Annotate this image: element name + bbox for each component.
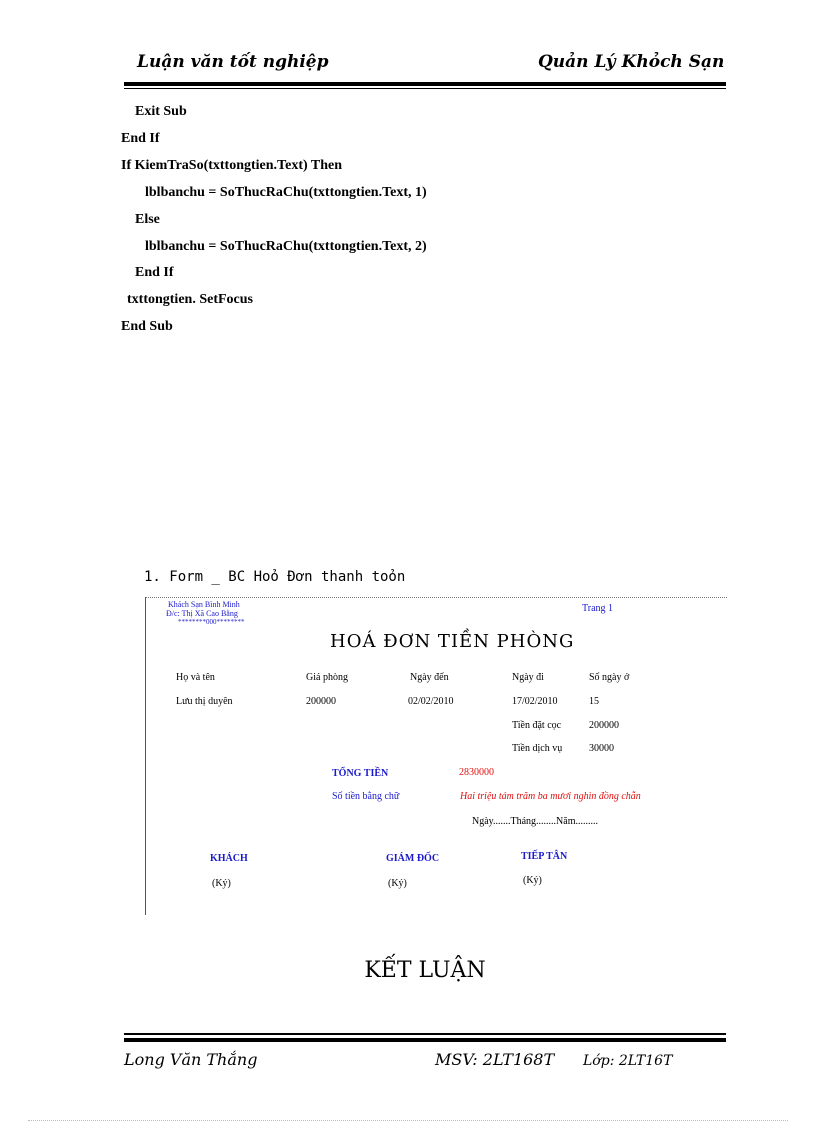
label-name: Họ và tên: [176, 672, 215, 683]
footer-rule-thin: [124, 1033, 726, 1035]
code-line: End Sub: [121, 319, 173, 334]
value-name: Lưu thị duyên: [176, 696, 233, 707]
label-arrival: Ngày đến: [410, 672, 449, 683]
code-line: Exit Sub: [135, 104, 187, 119]
header-left-title: Luận văn tốt nghiệp: [137, 52, 329, 72]
words-value: Hai triệu tám trăm ba mươi nghìn đồng chẵn: [460, 791, 641, 802]
report-separator: ********000********: [178, 618, 245, 626]
footer-student-id: MSV: 2LT168T: [435, 1050, 555, 1069]
code-line: End If: [135, 265, 174, 280]
total-label: TỔNG TIỀN: [332, 768, 389, 779]
code-line: If KiemTraSo(txttongtien.Text) Then: [121, 158, 343, 173]
words-label: Số tiền bằng chữ: [332, 791, 400, 802]
conclusion-heading: KẾT LUẬN: [364, 958, 486, 983]
signature-sign-receptionist: (Ký): [523, 875, 542, 886]
signature-sign-customer: (Ký): [212, 878, 231, 889]
signature-title-receptionist: TIẾP TÂN: [521, 851, 568, 862]
invoice-report-preview: [145, 597, 727, 915]
value-service: 30000: [589, 743, 614, 754]
label-nights: Số ngày ở: [589, 672, 630, 683]
value-room-price: 200000: [306, 696, 336, 707]
report-address: Đ/c: Thị Xã Cao Bằng: [166, 609, 238, 618]
footer-class: Lớp: 2LT16T: [583, 1053, 673, 1069]
value-nights: 15: [589, 696, 599, 707]
total-value: 2830000: [459, 767, 494, 778]
code-line: lblbanchu = SoThucRaChu(txttongtien.Text, 2): [145, 239, 427, 254]
value-deposit: 200000: [589, 720, 619, 731]
signature-title-customer: KHÁCH: [210, 853, 248, 864]
value-departure: 17/02/2010: [512, 696, 558, 707]
page-bottom-dotline: [28, 1120, 788, 1121]
signature-sign-director: (Ký): [388, 878, 407, 889]
report-page-label: Trang 1: [582, 603, 614, 614]
label-service: Tiền dịch vụ: [512, 743, 563, 754]
report-title: HOÁ ĐƠN TIỀN PHÒNG: [330, 631, 575, 652]
footer-author: Long Văn Thắng: [124, 1050, 258, 1069]
value-arrival: 02/02/2010: [408, 696, 454, 707]
footer-rule-thick: [124, 1038, 726, 1042]
section-heading: 1. Form _ BC Hoỏ Đơn thanh toỏn: [144, 569, 406, 585]
code-line: Else: [135, 212, 160, 227]
header-right-title: Quản Lý Khỏch Sạn: [538, 52, 725, 72]
report-top-rule: [146, 597, 727, 598]
signature-title-director: GIÁM ĐỐC: [386, 853, 440, 864]
label-departure: Ngày đi: [512, 672, 544, 683]
header-rule-thin: [124, 88, 726, 89]
label-deposit: Tiền đặt cọc: [512, 720, 562, 731]
report-hotel-name: Khách Sạn Bình Minh: [168, 600, 240, 609]
code-line: txttongtien. SetFocus: [127, 292, 253, 307]
header-rule-thick: [124, 82, 726, 86]
code-line: lblbanchu = SoThucRaChu(txttongtien.Text, 1): [145, 185, 427, 200]
date-line: Ngày.......Tháng........Năm.........: [472, 816, 598, 827]
label-room-price: Giá phòng: [306, 672, 348, 683]
code-line: End If: [121, 131, 160, 146]
